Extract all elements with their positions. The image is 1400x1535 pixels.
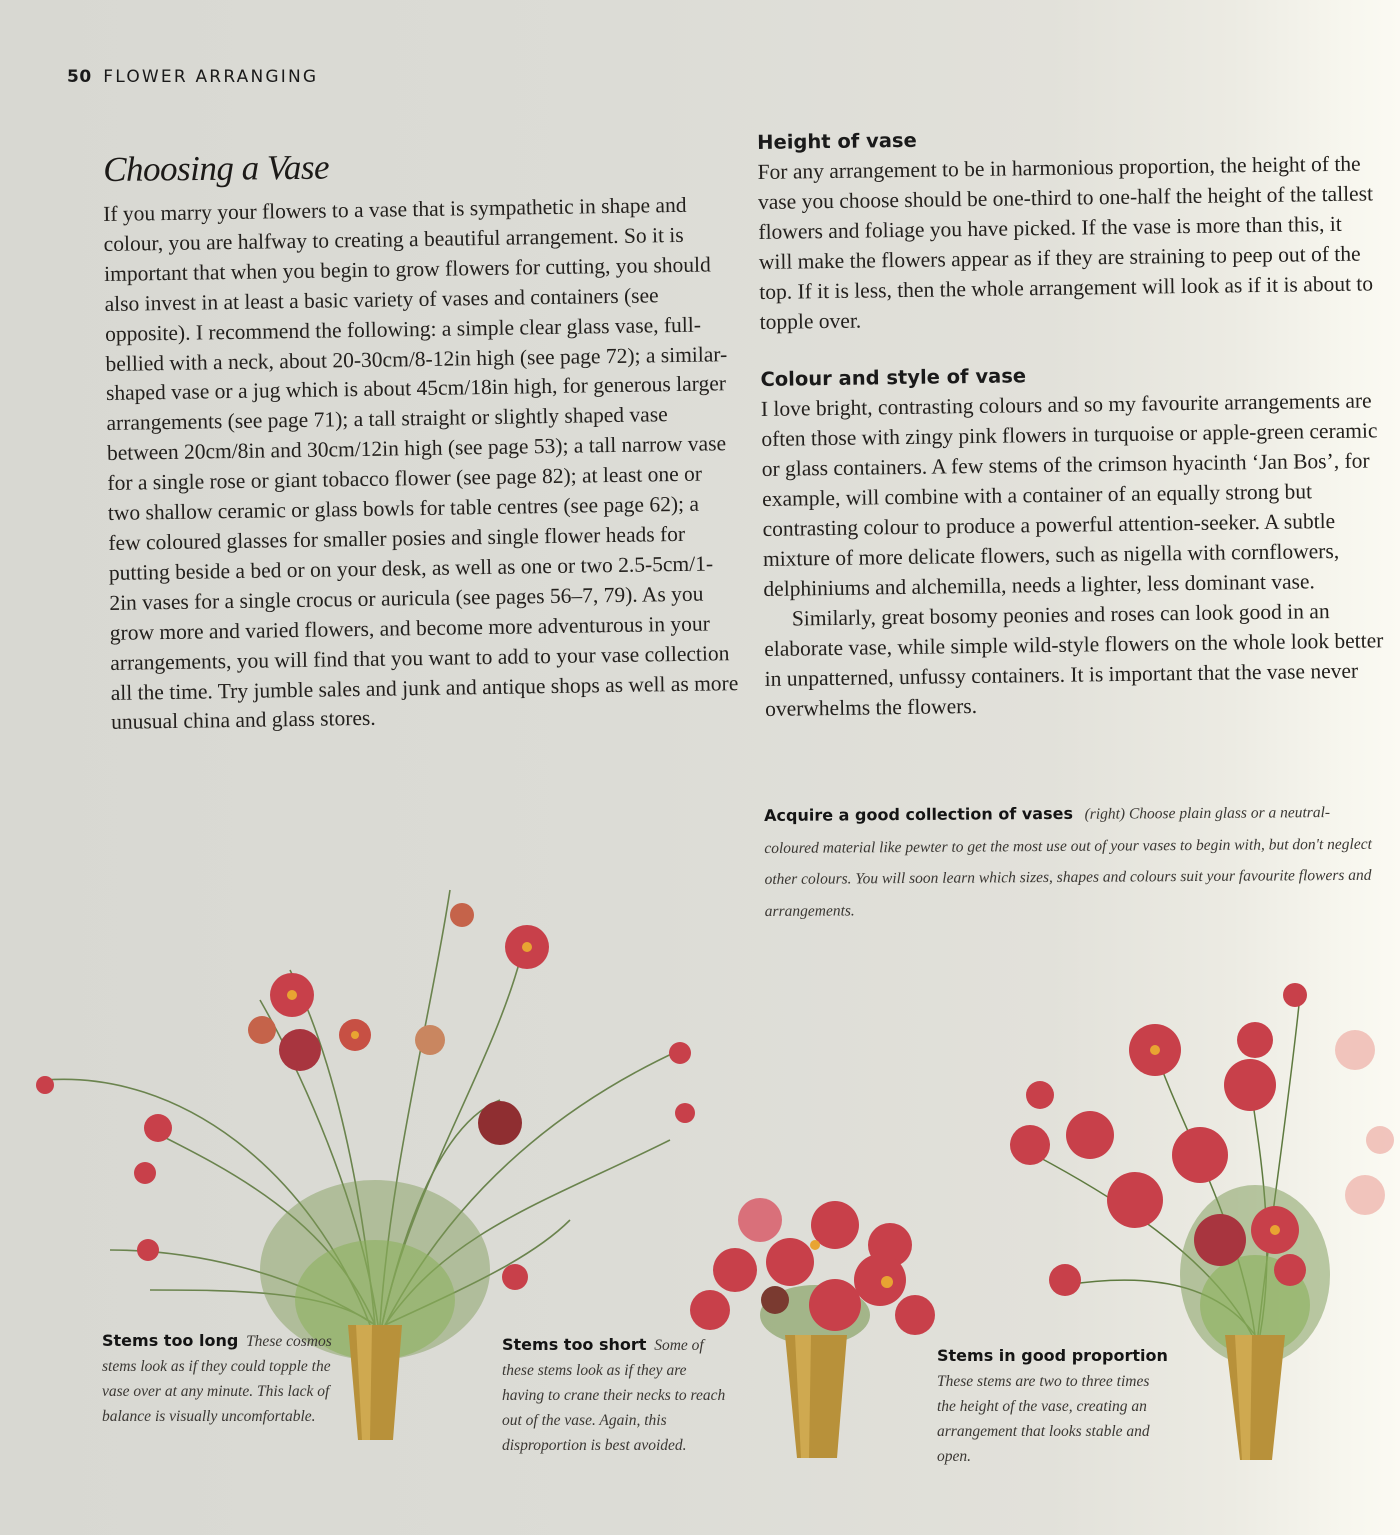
caption-bold-label: Stems too long	[102, 1331, 239, 1350]
caption-stems-too-long	[102, 1328, 332, 1429]
right-column	[757, 119, 1385, 724]
subheading-colour-and-style: Colour and style of vase	[760, 364, 1027, 392]
caption-bold-label: Stems in good proportion	[937, 1346, 1168, 1365]
caption-bold-label: Stems too short	[502, 1335, 647, 1354]
height-of-vase-paragraph: For any arrangement to be in harmonious proportion, the height of the vase you choose should be one-third to one-half the height of the tallest flowers and foliage you have picked. If the vase is more than this, it will make the flowers appear as if they are straining to peep out of the top. If it is less, then the whole arrangement will look as if it is about to topple over.	[757, 151, 1374, 334]
caption-stems-good-proportion	[937, 1343, 1172, 1469]
intro-paragraph: If you marry your flowers to a vase that is sympathetic in shape and colour, you are halfway to creating a beautiful arrangement. So it is important that when you begin to grow flowers for cutting, you should also invest in at least a basic variety of vases and containers (see opposite). I recommend the following: a simple clear glass vase, full-bellied with a neck, about 20-30cm/8-12in high (see page 72); a similar-shaped vase or a jug which is about 45cm/18in high, for generous larger arrangements (see page 71); a tall straight or slightly shaped vase between 20cm/8in and 30cm/12in high (see page 53); a tall narrow vase for a single rose or giant tobacco flower (see page 82); at least one or two shallow ceramic or glass bowls for table centres (see page 62); a few coloured glasses for smaller posies and single flower heads for putting beside a bed or on your desk, as well as one or two 2.5-5cm/1-2in vases for a single crocus or auricula (see pages 56–7, 79). As you grow more and varied flowers, and become more adventurous in your arrangements, you will find that you want to add to your vase collection all the time. Try jumble sales and junk and antique shops as well as more unusual china and glass stores.	[103, 192, 739, 735]
caption-bold-label: Acquire a good collection of vases	[764, 803, 1074, 825]
colour-style-paragraph-1: I love bright, contrasting colours and so my favourite arrangements are often those with zingy pink flowers in turquoise or apple-green ceramic or glass containers. A few stems of the crimson hyacinth ‘Jan Bos’, for example, will combine with a container of an equally strong but contrasting colour to produce a powerful attention-seeker. A subtle mixture of more delicate flowers, such as nigella with cornflowers, delphiniums and alchemilla, needs a lighter, less dominant vase.	[760, 388, 1378, 601]
caption-text: These cosmos stems look as if they could topple the vase over at any minute. This lack of balance is visually uncomfortable.	[102, 1333, 332, 1425]
page-number: 50	[67, 67, 92, 87]
page-title: Choosing a Vase	[103, 147, 330, 189]
caption-text: (right) Choose plain glass or a neutral-coloured material like pewter to get the most use out of your vases to begin with, but don't neglect other colours. You will soon learn which sizes, shapes and colours suit your favourite flowers and arrangements.	[764, 804, 1372, 920]
caption-stems-too-short	[502, 1332, 727, 1458]
caption-vase-collection	[764, 796, 1375, 927]
running-head	[67, 67, 318, 87]
colour-style-paragraph-2: Similarly, great bosomy peonies and roses can look good in an elaborate vase, while simple wild-style flowers on the whole look better in unpatterned, unfussy containers. It is important that the vase never overwhelms the flowers.	[764, 598, 1384, 721]
left-column	[103, 190, 739, 738]
caption-text: Some of these stems look as if they are having to crane their necks to reach out of the vase. Again, this disproportion is best avoided.	[502, 1337, 726, 1454]
subheading-height-of-vase: Height of vase	[757, 128, 917, 154]
section-title: FLOWER ARRANGING	[103, 67, 319, 87]
caption-text: These stems are two to three times the height of the vase, creating an arrangement that looks stable and open.	[937, 1373, 1150, 1465]
